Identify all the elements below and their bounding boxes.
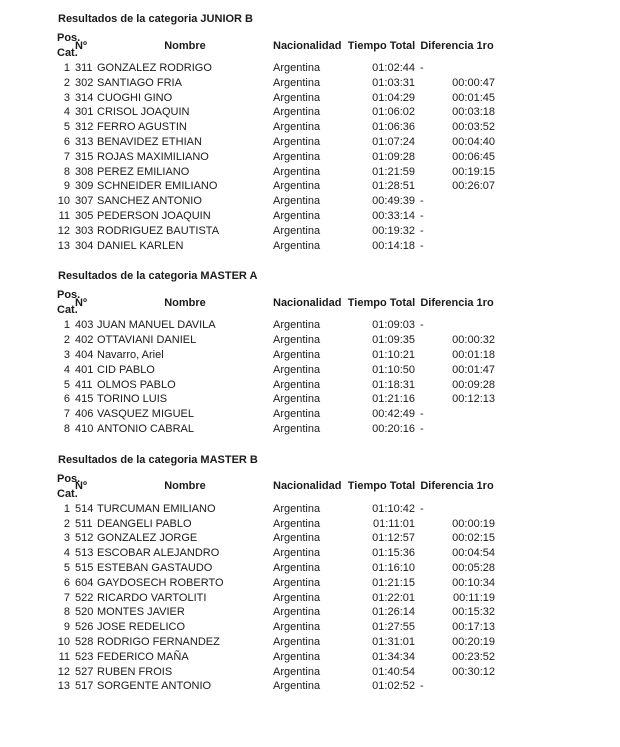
cell-tiempo: 01:21:59 (372, 165, 415, 178)
cell-nro: 311 (75, 62, 93, 74)
cell-pos: 11 (58, 209, 70, 222)
cell-nombre: RODRIGUEZ BAUTISTA (97, 224, 220, 237)
col-header-nacionalidad: Nacionalidad (273, 296, 342, 309)
table-row (55, 591, 497, 606)
cell-diferencia: 00:00:47 (452, 76, 495, 89)
cell-nro: 514 (75, 502, 94, 515)
cell-diferencia: 00:09:28 (452, 378, 495, 391)
cell-nro: 309 (75, 180, 94, 193)
cell-pos: 6 (63, 393, 70, 406)
cell-pos: 12 (57, 224, 70, 237)
cell-pos: 5 (63, 378, 70, 391)
cell-diferencia: - (420, 408, 424, 421)
cell-diferencia: - (420, 209, 424, 222)
cell-nro: 406 (75, 408, 94, 421)
cell-pos: 2 (63, 334, 70, 347)
cell-nacionalidad: Argentina (273, 121, 321, 134)
cell-nro: 314 (75, 91, 94, 104)
table-row (55, 135, 497, 150)
cell-diferencia: 00:02:15 (452, 532, 495, 545)
cell-nro: 515 (75, 561, 94, 574)
cell-nacionalidad: Argentina (273, 150, 321, 163)
results-table-body (55, 318, 497, 436)
cell-tiempo: 01:04:29 (372, 91, 415, 104)
cell-nombre: FEDERICO MAÑA (97, 650, 189, 663)
cell-nro: 410 (75, 422, 94, 435)
cell-diferencia: - (420, 239, 424, 252)
cell-pos: 10 (57, 195, 70, 208)
cell-nro: 315 (75, 150, 94, 163)
cell-tiempo: 01:07:24 (372, 135, 415, 148)
cell-nombre: SANCHEZ ANTONIO (97, 195, 202, 208)
table-row (55, 224, 497, 239)
cell-nro: 520 (75, 606, 94, 619)
cell-nombre: ROJAS MAXIMILIANO (97, 150, 209, 163)
cell-nro: 308 (75, 165, 94, 178)
cell-pos: 6 (63, 576, 70, 589)
cell-diferencia: 00:26:07 (452, 180, 495, 193)
cell-tiempo: 01:06:36 (372, 121, 415, 134)
cell-nombre: ESCOBAR ALEJANDRO (97, 547, 220, 560)
col-header-tiempo-total: Tiempo Total (347, 39, 416, 52)
cell-tiempo: 01:11:01 (372, 517, 415, 530)
cell-pos: 4 (63, 547, 70, 560)
cell-pos: 5 (63, 121, 70, 134)
cell-nombre: SCHNEIDER EMILIANO (97, 180, 218, 193)
cell-nacionalidad: Argentina (273, 532, 321, 545)
table-row (55, 392, 497, 407)
cell-pos: 8 (63, 422, 70, 435)
table-row (55, 209, 497, 224)
cell-nacionalidad: Argentina (273, 363, 321, 376)
col-header-tiempo-total: Tiempo Total (347, 480, 416, 493)
col-header-nombre: Nombre (164, 480, 206, 493)
cell-tiempo: 01:10:42 (372, 502, 415, 515)
cell-nombre: GONZALEZ RODRIGO (97, 62, 212, 74)
cell-nro: 313 (75, 135, 94, 148)
col-header-pos-line2: Cat. (57, 47, 78, 59)
table-header-row (55, 31, 497, 61)
col-header-diferencia: Diferencia 1ro (420, 296, 494, 309)
cell-tiempo: 01:09:28 (372, 150, 415, 163)
cell-tiempo: 01:09:35 (372, 334, 415, 347)
cell-nacionalidad: Argentina (273, 665, 321, 678)
cell-nombre: RUBEN FROIS (97, 665, 173, 678)
cell-nombre: Navarro, Ariel (97, 348, 164, 361)
cell-diferencia: 00:12:13 (452, 393, 495, 406)
results-section (55, 453, 620, 694)
cell-tiempo: 00:33:14 (372, 209, 415, 222)
cell-tiempo: 01:34:34 (372, 650, 415, 663)
cell-diferencia: - (420, 319, 424, 332)
table-row (55, 620, 497, 635)
cell-pos: 8 (63, 165, 70, 178)
cell-nro: 301 (75, 106, 94, 119)
table-row (55, 76, 497, 91)
cell-tiempo: 01:18:31 (372, 378, 415, 391)
cell-nombre: DANIEL KARLEN (97, 239, 184, 252)
cell-nombre: RICARDO VARTOLITI (97, 591, 207, 604)
cell-diferencia: 00:05:28 (452, 561, 495, 574)
cell-nro: 511 (75, 517, 93, 530)
cell-nacionalidad: Argentina (273, 408, 321, 421)
cell-tiempo: 01:12:57 (372, 532, 415, 545)
cell-tiempo: 01:06:02 (372, 106, 415, 119)
cell-diferencia: 00:03:18 (452, 106, 495, 119)
cell-diferencia: 00:11:19 (452, 591, 495, 604)
cell-tiempo: 01:10:50 (372, 363, 415, 376)
cell-nombre: OLMOS PABLO (97, 378, 176, 391)
cell-nacionalidad: Argentina (273, 195, 321, 208)
table-row (55, 407, 497, 422)
cell-tiempo: 01:22:01 (372, 591, 415, 604)
cell-tiempo: 00:49:39 (372, 195, 415, 208)
cell-nacionalidad: Argentina (273, 135, 321, 148)
col-header-pos-line1: Pos. (57, 472, 81, 485)
cell-nacionalidad: Argentina (273, 348, 321, 361)
cell-diferencia: 00:00:32 (452, 334, 495, 347)
cell-pos: 1 (63, 319, 70, 332)
cell-nacionalidad: Argentina (273, 393, 321, 406)
cell-nombre: JOSE REDELICO (97, 621, 186, 634)
cell-nacionalidad: Argentina (273, 576, 321, 589)
cell-nro: 523 (75, 650, 94, 663)
cell-diferencia: 00:06:45 (452, 150, 495, 163)
cell-diferencia: 00:01:18 (452, 348, 495, 361)
cell-nacionalidad: Argentina (273, 635, 321, 648)
cell-nombre: PEDERSON JOAQUIN (97, 209, 211, 222)
table-row (55, 531, 497, 546)
cell-diferencia: - (420, 422, 424, 435)
cell-nacionalidad: Argentina (273, 239, 321, 252)
table-row (55, 363, 497, 378)
cell-diferencia: 00:30:12 (452, 665, 495, 678)
cell-pos: 9 (63, 621, 70, 634)
cell-diferencia: - (420, 502, 424, 515)
cell-pos: 4 (63, 363, 70, 376)
cell-nombre: GAYDOSECH ROBERTO (97, 576, 224, 589)
cell-nombre: VASQUEZ MIGUEL (97, 408, 194, 421)
cell-tiempo: 01:21:16 (372, 393, 415, 406)
table-row (55, 165, 497, 180)
table-row (55, 91, 497, 106)
cell-nacionalidad: Argentina (273, 650, 321, 663)
cell-nro: 526 (75, 621, 94, 634)
results-table (55, 288, 497, 436)
col-header-pos-line2: Cat. (57, 487, 78, 500)
cell-tiempo: 01:31:01 (372, 635, 415, 648)
cell-tiempo: 01:21:15 (372, 576, 415, 589)
col-header-numero: Nº (75, 296, 87, 309)
cell-tiempo: 01:02:44 (372, 62, 415, 74)
table-row (55, 61, 497, 76)
cell-nombre: BENAVIDEZ ETHIAN (97, 135, 202, 148)
cell-pos: 8 (63, 606, 70, 619)
cell-diferencia: 00:17:13 (452, 621, 495, 634)
cell-nombre: CID PABLO (97, 363, 155, 376)
results-table-body (55, 502, 497, 694)
cell-nro: 528 (75, 635, 94, 648)
cell-tiempo: 01:03:31 (372, 76, 415, 89)
cell-pos: 10 (57, 635, 70, 648)
section-title: Resultados de la categoria JUNIOR B (58, 13, 253, 25)
table-row (55, 333, 497, 348)
cell-pos: 12 (57, 665, 70, 678)
cell-pos: 1 (63, 62, 70, 74)
cell-pos: 3 (63, 348, 70, 361)
cell-diferencia: - (420, 680, 424, 693)
table-row (55, 635, 497, 650)
cell-nro: 307 (75, 195, 94, 208)
table-row (55, 546, 497, 561)
cell-nro: 401 (75, 363, 94, 376)
section-title: Resultados de la categoria MASTER A (58, 270, 258, 283)
cell-nacionalidad: Argentina (273, 621, 321, 634)
col-header-numero: Nº (75, 39, 87, 52)
cell-diferencia: 00:03:52 (452, 121, 495, 134)
cell-tiempo: 01:40:54 (372, 665, 415, 678)
cell-tiempo: 01:27:55 (372, 621, 415, 634)
cell-nacionalidad: Argentina (273, 209, 321, 222)
cell-nro: 403 (75, 319, 94, 332)
col-header-nacionalidad: Nacionalidad (273, 39, 342, 52)
cell-nro: 604 (75, 576, 94, 589)
cell-nacionalidad: Argentina (273, 91, 321, 104)
cell-pos: 7 (63, 150, 70, 163)
cell-nombre: SORGENTE ANTONIO (97, 680, 212, 693)
cell-tiempo: 01:16:10 (372, 561, 415, 574)
cell-nro: 402 (75, 334, 94, 347)
cell-nro: 305 (75, 209, 94, 222)
cell-diferencia: 00:01:47 (452, 363, 495, 376)
cell-nacionalidad: Argentina (273, 106, 321, 119)
col-header-numero: Nº (75, 480, 87, 493)
col-header-nombre: Nombre (164, 39, 206, 52)
cell-diferencia: 00:19:15 (452, 165, 495, 178)
cell-nombre: JUAN MANUEL DAVILA (97, 319, 216, 332)
table-row (55, 239, 497, 254)
cell-nro: 312 (75, 121, 94, 134)
cell-nro: 404 (75, 348, 94, 361)
cell-tiempo: 00:42:49 (372, 408, 415, 421)
cell-pos: 5 (63, 561, 70, 574)
cell-tiempo: 01:09:03 (372, 319, 415, 332)
cell-pos: 2 (63, 517, 70, 530)
cell-diferencia: 00:10:34 (452, 576, 495, 589)
cell-pos: 11 (58, 650, 70, 663)
cell-nacionalidad: Argentina (273, 547, 321, 560)
cell-nacionalidad: Argentina (273, 606, 321, 619)
table-row (55, 105, 497, 120)
cell-nro: 512 (75, 532, 94, 545)
table-row (55, 179, 497, 194)
cell-pos: 9 (63, 180, 70, 193)
cell-nro: 522 (75, 591, 94, 604)
table-row (55, 194, 497, 209)
cell-diferencia: - (420, 62, 424, 74)
col-header-pos-line1: Pos. (57, 32, 81, 44)
cell-pos: 7 (63, 408, 70, 421)
cell-nacionalidad: Argentina (273, 378, 321, 391)
cell-nombre: ESTEBAN GASTAUDO (97, 561, 213, 574)
col-header-pos-line1: Pos. (57, 289, 81, 302)
cell-nacionalidad: Argentina (273, 334, 321, 347)
col-header-nacionalidad: Nacionalidad (273, 480, 342, 493)
cell-nacionalidad: Argentina (273, 561, 321, 574)
table-row (55, 650, 497, 665)
cell-nombre: SANTIAGO FRIA (97, 76, 182, 89)
cell-tiempo: 00:20:16 (372, 422, 415, 435)
cell-nro: 302 (75, 76, 94, 89)
cell-tiempo: 01:10:21 (372, 348, 415, 361)
cell-nro: 304 (75, 239, 94, 252)
table-row (55, 502, 497, 517)
cell-nacionalidad: Argentina (273, 319, 321, 332)
table-header-row (55, 472, 497, 502)
cell-nacionalidad: Argentina (273, 180, 321, 193)
cell-pos: 2 (63, 76, 70, 89)
cell-tiempo: 01:02:52 (372, 680, 415, 693)
cell-diferencia: 00:04:54 (452, 547, 495, 560)
cell-nombre: MONTES JAVIER (97, 606, 185, 619)
cell-diferencia: 00:23:52 (452, 650, 495, 663)
cell-nacionalidad: Argentina (273, 224, 321, 237)
cell-diferencia: 00:00:19 (452, 517, 495, 530)
cell-diferencia: 00:20:19 (452, 635, 495, 648)
table-row (55, 561, 497, 576)
col-header-nombre: Nombre (164, 296, 206, 309)
table-row (55, 150, 497, 165)
col-header-tiempo-total: Tiempo Total (347, 296, 416, 309)
table-header-row (55, 288, 497, 318)
results-table (55, 31, 497, 253)
col-header-diferencia: Diferencia 1ro (420, 480, 494, 493)
table-row (55, 318, 497, 333)
cell-pos: 7 (63, 591, 70, 604)
cell-diferencia: - (420, 195, 424, 208)
cell-pos: 3 (63, 91, 70, 104)
cell-pos: 13 (57, 680, 70, 693)
table-row (55, 120, 497, 135)
cell-nro: 517 (75, 680, 94, 693)
cell-nacionalidad: Argentina (273, 165, 321, 178)
cell-diferencia: 00:01:45 (452, 91, 495, 104)
cell-nombre: ANTONIO CABRAL (97, 422, 194, 435)
cell-nombre: CRISOL JOAQUIN (97, 106, 190, 119)
table-row (55, 348, 497, 363)
cell-nro: 415 (75, 393, 94, 406)
col-header-diferencia: Diferencia 1ro (420, 39, 494, 52)
table-row (55, 378, 497, 393)
table-row (55, 517, 497, 532)
cell-nacionalidad: Argentina (273, 62, 321, 74)
cell-nacionalidad: Argentina (273, 76, 321, 89)
cell-nombre: DEANGELI PABLO (97, 517, 192, 530)
results-table-body (55, 61, 497, 253)
results-section (55, 12, 620, 253)
table-row (55, 422, 497, 437)
cell-tiempo: 01:26:14 (372, 606, 415, 619)
cell-nro: 303 (75, 224, 94, 237)
cell-nacionalidad: Argentina (273, 422, 321, 435)
cell-nombre: PEREZ EMILIANO (97, 165, 190, 178)
cell-nombre: TURCUMAN EMILIANO (97, 502, 216, 515)
cell-pos: 3 (63, 532, 70, 545)
cell-tiempo: 00:19:32 (372, 224, 415, 237)
cell-pos: 1 (63, 502, 70, 515)
cell-diferencia: 00:04:40 (452, 135, 495, 148)
results-section (55, 269, 620, 436)
cell-nro: 411 (75, 378, 93, 391)
results-table (55, 472, 497, 694)
cell-nombre: CUOGHI GINO (97, 91, 173, 104)
cell-nombre: GONZALEZ JORGE (97, 532, 198, 545)
cell-pos: 4 (63, 106, 70, 119)
cell-nro: 513 (75, 547, 94, 560)
cell-nombre: FERRO AGUSTIN (97, 121, 187, 134)
table-row (55, 679, 497, 694)
col-header-pos-line2: Cat. (57, 304, 78, 317)
cell-nombre: RODRIGO FERNANDEZ (97, 635, 220, 648)
table-row (55, 605, 497, 620)
cell-nombre: TORINO LUIS (97, 393, 168, 406)
cell-tiempo: 00:14:18 (372, 239, 415, 252)
cell-nro: 527 (75, 665, 94, 678)
table-row (55, 576, 497, 591)
cell-tiempo: 01:15:36 (372, 547, 415, 560)
section-title: Resultados de la categoria MASTER B (58, 453, 258, 466)
cell-tiempo: 01:28:51 (372, 180, 415, 193)
cell-diferencia: 00:15:32 (452, 606, 495, 619)
cell-diferencia: - (420, 224, 424, 237)
cell-pos: 6 (63, 135, 70, 148)
cell-nacionalidad: Argentina (273, 680, 321, 693)
cell-nacionalidad: Argentina (273, 502, 321, 515)
cell-nacionalidad: Argentina (273, 517, 321, 530)
cell-nacionalidad: Argentina (273, 591, 321, 604)
cell-pos: 13 (57, 239, 70, 252)
table-row (55, 665, 497, 680)
cell-nombre: OTTAVIANI DANIEL (97, 334, 197, 347)
